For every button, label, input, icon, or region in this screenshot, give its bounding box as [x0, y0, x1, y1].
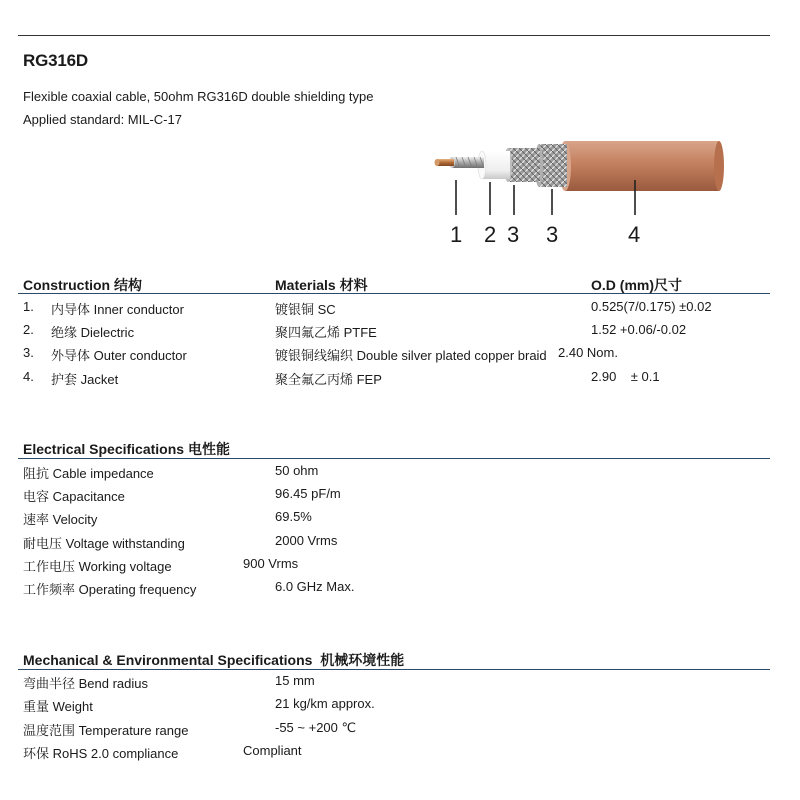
mechanical-row-value: 21 kg/km approx.: [275, 696, 375, 711]
materials-header: Materials 材料: [275, 277, 368, 293]
construction-row-1-name: 内导体 Inner conductor: [51, 302, 184, 317]
intro-description: Flexible coaxial cable, 50ohm RG316D double shielding type: [23, 89, 374, 104]
od-header: O.D (mm)尺寸: [591, 277, 682, 293]
top-rule: [18, 35, 770, 36]
mechanical-header: Mechanical & Environmental Specifications 机械环境性能: [23, 652, 405, 668]
cable-cross-section-illustration: [432, 133, 732, 248]
jacket-layer: [559, 141, 724, 191]
electrical-row-label: 阻抗 Cable impedance: [23, 466, 154, 481]
electrical-row-label: 工作电压 Working voltage: [23, 559, 172, 574]
electrical-row-value: 6.0 GHz Max.: [275, 579, 355, 594]
callout-4: 4: [628, 222, 641, 247]
callout-2: 2: [484, 222, 497, 247]
construction-row-1-material: 镀银铜 SC: [275, 302, 336, 317]
construction-rule: [18, 293, 770, 294]
electrical-row-value: 96.45 pF/m: [275, 486, 341, 501]
mechanical-row-value: -55 ~ +200 ℃: [275, 720, 357, 735]
construction-row-1-od: 0.525(7/0.175) ±0.02: [591, 299, 712, 314]
construction-row-2-od: 1.52 +0.06/-0.02: [591, 322, 687, 337]
construction-row-3-od: 2.40 Nom.: [558, 345, 618, 360]
construction-row-4-name: 护套 Jacket: [51, 372, 119, 387]
electrical-header: Electrical Specifications 电性能: [23, 441, 230, 457]
construction-row-2-material: 聚四氟乙烯 PTFE: [275, 325, 377, 340]
inner-conductor: [435, 157, 485, 168]
mechanical-row-label: 重量 Weight: [23, 699, 93, 714]
page-title: RG316D: [23, 51, 88, 70]
callout-3b: 3: [546, 222, 559, 247]
construction-row-1-no: 1.: [23, 299, 34, 314]
construction-row-4-material: 聚全氟乙丙烯 FEP: [275, 372, 382, 387]
electrical-rule: [18, 458, 770, 459]
electrical-row-label: 工作频率 Operating frequency: [23, 582, 197, 597]
construction-row-4-od: 2.90 ± 0.1: [591, 369, 660, 384]
electrical-row-value: 2000 Vrms: [275, 533, 338, 548]
electrical-row-label: 耐电压 Voltage withstanding: [23, 536, 185, 551]
construction-row-2-name: 绝缘 Dielectric: [51, 325, 135, 340]
construction-row-3-material: 镀银铜线编织 Double silver plated copper braid: [275, 348, 547, 363]
mechanical-row-value: Compliant: [243, 743, 302, 758]
callout-1: 1: [450, 222, 463, 247]
electrical-row-label: 速率 Velocity: [23, 512, 98, 527]
construction-header: Construction 结构: [23, 277, 142, 293]
construction-row-2-no: 2.: [23, 322, 34, 337]
intro-standard: Applied standard: MIL-C-17: [23, 112, 182, 127]
mechanical-rule: [18, 669, 770, 670]
mechanical-row-label: 环保 RoHS 2.0 compliance: [23, 746, 179, 761]
electrical-row-value: 900 Vrms: [243, 556, 299, 571]
construction-row-4-no: 4.: [23, 369, 34, 384]
electrical-row-value: 50 ohm: [275, 463, 319, 478]
electrical-row-label: 电容 Capacitance: [23, 489, 125, 504]
electrical-row-value: 69.5%: [275, 509, 312, 524]
callout-3a: 3: [507, 222, 520, 247]
mechanical-row-value: 15 mm: [275, 673, 315, 688]
mechanical-row-label: 弯曲半径 Bend radius: [23, 676, 148, 691]
construction-row-3-name: 外导体 Outer conductor: [51, 348, 187, 363]
construction-row-3-no: 3.: [23, 345, 34, 360]
mechanical-row-label: 温度范围 Temperature range: [23, 723, 189, 738]
